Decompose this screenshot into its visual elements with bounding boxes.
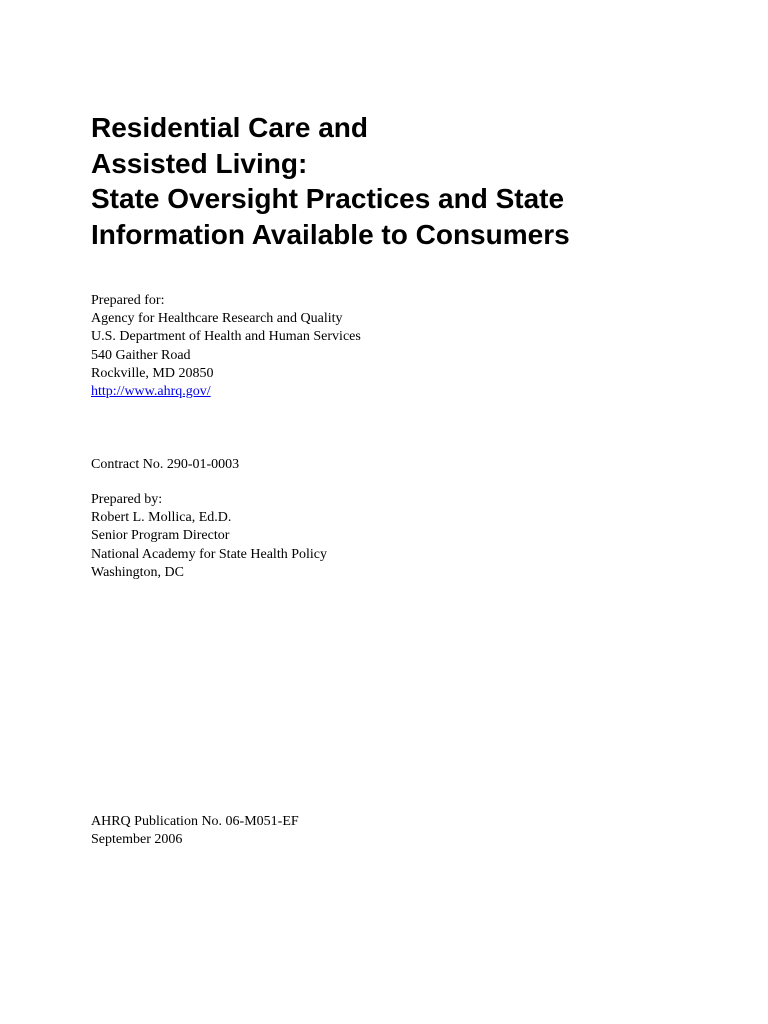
publication-number: AHRQ Publication No. 06-M051-EF — [91, 814, 299, 829]
city-state-zip: Rockville, MD 20850 — [91, 365, 214, 381]
contract-number: Contract No. 290-01-0003 — [91, 457, 240, 472]
publication-block — [91, 813, 299, 849]
document-title — [91, 110, 570, 252]
author-organization: National Academy for State Health Policy — [91, 546, 327, 562]
title-line: Residential Care and — [91, 112, 368, 143]
author-title: Senior Program Director — [91, 528, 230, 544]
title-line: Assisted Living: — [91, 147, 308, 179]
street-address: 540 Gaither Road — [91, 347, 191, 363]
agency-website-link[interactable]: http://www.ahrq.gov/ — [91, 384, 211, 400]
title-line: State Oversight Practices and State — [91, 183, 565, 214]
publication-date: September 2006 — [91, 832, 183, 848]
agency-name: Agency for Healthcare Research and Quality — [91, 311, 343, 327]
title-line: Information Available to Consumers — [91, 218, 570, 250]
prepared-for-heading: Prepared for: — [91, 293, 165, 308]
prepared-by-block — [91, 491, 327, 582]
author-location: Washington, DC — [91, 564, 184, 580]
department-name: U.S. Department of Health and Human Services — [91, 329, 361, 345]
prepared-for-block — [91, 292, 361, 401]
author-name: Robert L. Mollica, Ed.D. — [91, 510, 232, 526]
prepared-by-heading: Prepared by: — [91, 492, 163, 507]
